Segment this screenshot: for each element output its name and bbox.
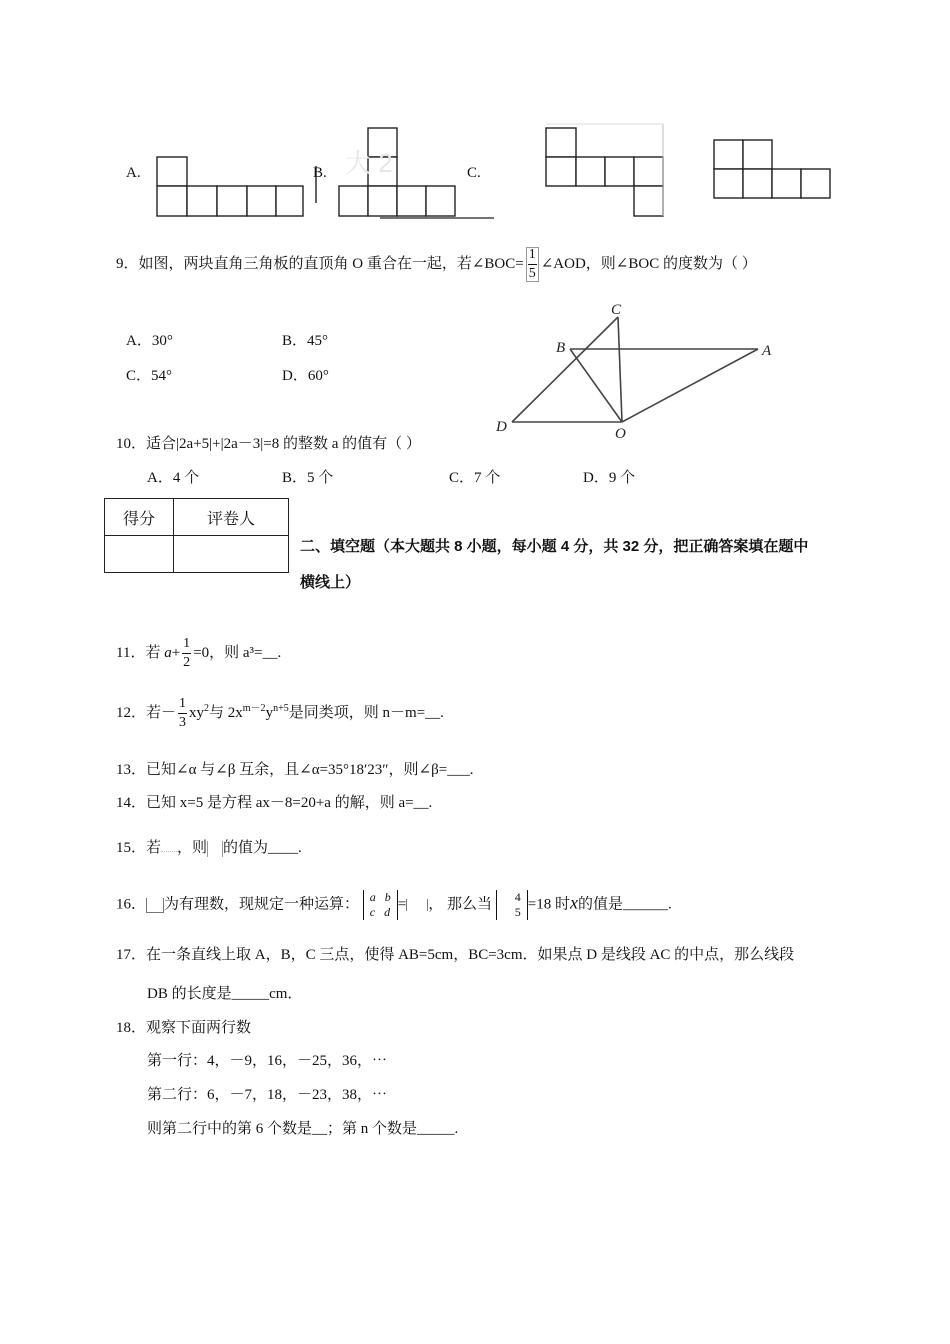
score-header: 得分	[105, 499, 174, 536]
q9-suffix: ∠AOD，则∠BOC 的度数为（ ）	[540, 255, 757, 272]
q9-option-a: A．30°	[126, 333, 173, 349]
q8-option-figures	[0, 0, 950, 230]
question-10: 10．适合|2a+5|+|2a－3|=8 的整数 a 的值有（ ）	[116, 436, 421, 452]
q9-fraction: $\frac{1}{5}$	[526, 247, 539, 282]
net-a-figure	[157, 157, 303, 216]
label-a: A	[762, 343, 772, 359]
question-13: 13．已知∠α 与∠β 互余，且∠α=35°18′23″，则∠β=___.	[116, 762, 474, 778]
question-9	[116, 247, 757, 282]
score-cell	[105, 536, 174, 573]
section-2-heading: 二、填空题（本大题共 8 小题，每小题 4 分，共 32 分，把正确答案填在题中	[300, 538, 809, 555]
q16-vars-image	[146, 898, 164, 913]
q16-determinant-2: 4 5	[496, 890, 528, 920]
q9-option-c: C．54°	[126, 368, 173, 384]
q10-option-c: C．7 个	[449, 470, 501, 486]
net-c-figure	[546, 124, 663, 216]
question-11: 11．若 a+ $\frac{1}{2}$ =0，则 a³=__.	[116, 636, 282, 670]
q8-option-c-label: C.	[467, 165, 481, 181]
question-14: 14．已知 x=5 是方程 ax－8=20+a 的解，则 a=__.	[116, 795, 433, 811]
q18-question: 则第二行中的第 6 个数是__；第 n 个数是_____.	[147, 1121, 459, 1137]
label-o: O	[615, 426, 626, 442]
question-18: 18．观察下面两行数	[116, 1020, 252, 1036]
score-table	[104, 498, 289, 573]
q8-option-a-label: A.	[126, 165, 141, 181]
q9-option-b: B．45°	[282, 333, 329, 349]
grader-header: 评卷人	[174, 499, 289, 536]
svg-text:大 2: 大 2	[345, 148, 393, 178]
q9-prefix: 9．如图，两块直角三角板的直顶角 O 重合在一起，若∠BOC=	[116, 255, 524, 272]
q8-option-b-label: B.	[313, 165, 327, 181]
question-17-cont: DB 的长度是_____cm．	[147, 986, 303, 1002]
question-12: 12．若－ $\frac{1}{3}$ $xy^2$与 $2x^{m-2}y^{n+5}$是同类项，则 n－m=__.	[116, 696, 444, 730]
question-15: 15．若 ，则 的值为____.	[116, 840, 302, 856]
q18-row-2: 第二行：6，－7，18，－23，38，⋯	[147, 1087, 388, 1103]
q16-determinant: a b c d	[363, 890, 398, 920]
net-d-figure	[714, 140, 830, 198]
q9-triangle-figure	[490, 298, 780, 448]
q18-row-1: 第一行：4，－9，16，－25，36，⋯	[147, 1053, 388, 1069]
q9-option-d: D．60°	[282, 368, 329, 384]
q10-option-d: D．9 个	[583, 470, 636, 486]
q10-option-a: A．4 个	[147, 470, 200, 486]
q16-formula-image	[406, 899, 428, 911]
q15-image-placeholder-2	[207, 841, 223, 857]
label-b: B	[556, 340, 566, 356]
section-2-heading-cont: 横线上）	[300, 574, 361, 591]
label-d: D	[496, 419, 507, 435]
q15-image-placeholder	[161, 851, 177, 852]
label-c: C	[611, 302, 622, 318]
grader-cell	[174, 536, 289, 573]
q10-option-b: B．5 个	[282, 470, 334, 486]
question-17: 17．在一条直线上取 A，B，C 三点，使得 AB=5cm，BC=3cm．如果点 D 是线段 AC 的中点，那么线段	[116, 947, 795, 963]
question-16: 16． 为有理数，现规定一种运算： a b c d = ， 那么当 4 5 =18 时x的值是______.	[116, 890, 672, 919]
